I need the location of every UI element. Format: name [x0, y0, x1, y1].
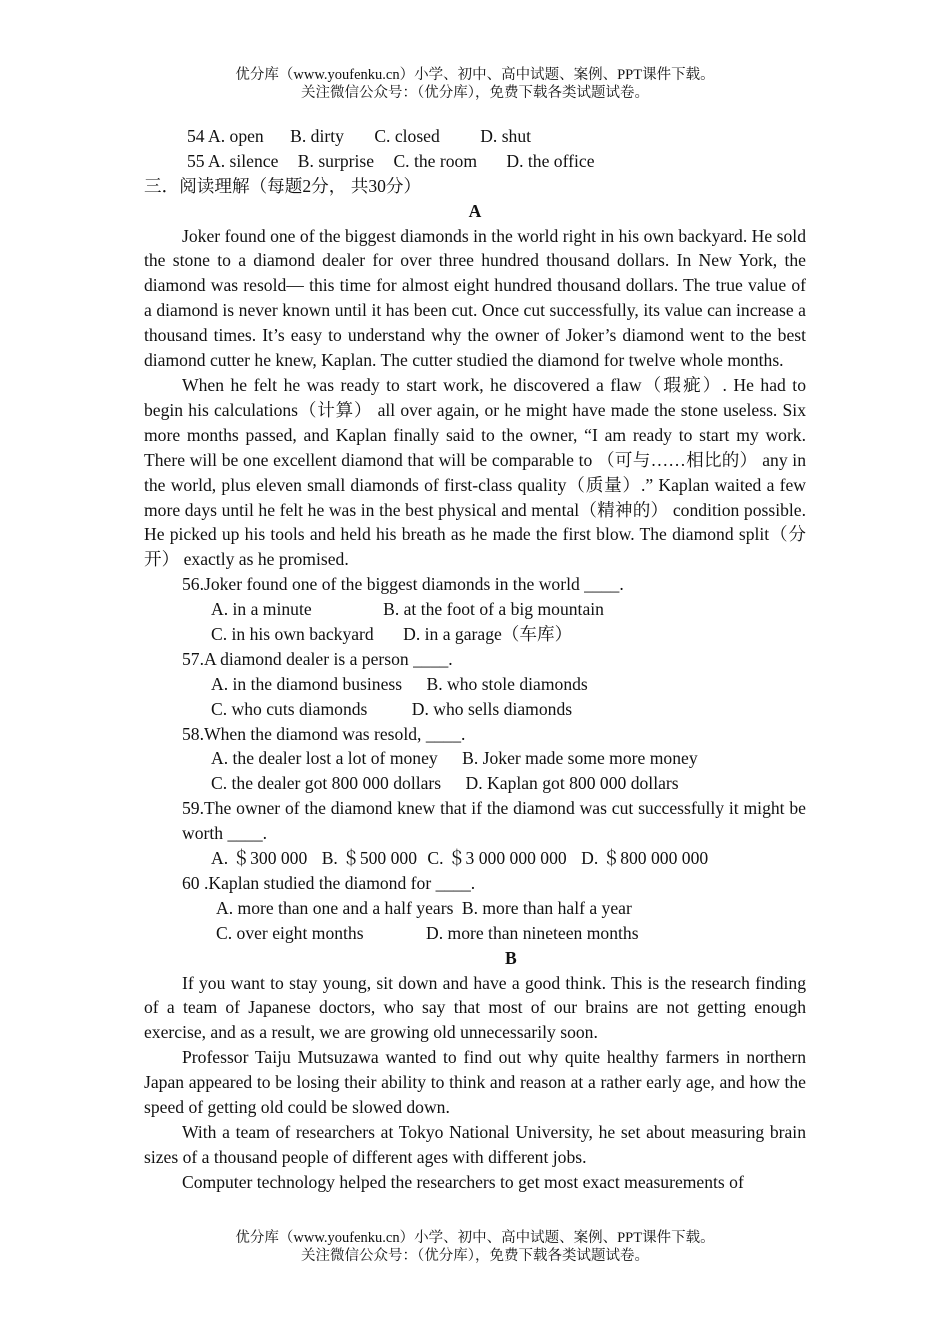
q57-option-a: A. in the diamond business [211, 673, 403, 694]
q59-option-d: D. ＄800 000 000 [581, 848, 709, 869]
q57-option-c: C. who cuts diamonds [211, 698, 368, 719]
q60-option-d: D. more than nineteen months [426, 922, 639, 943]
question-56-stem: 56.Joker found one of the biggest diamonds in the world ____. [182, 574, 624, 595]
question-57-options-row-2 [144, 697, 806, 722]
question-57-options-row-1 [144, 672, 806, 697]
q54-option-d: D. shut [480, 126, 532, 146]
q60-option-c: C. over eight months [216, 922, 364, 943]
q56-option-b: B. at the foot of a big mountain [383, 599, 604, 620]
question-60-options-row-1 [144, 896, 806, 921]
q59-option-b: B. ＄500 000 [321, 848, 417, 869]
question-55-options [144, 149, 806, 174]
question-59-stem: 59.The owner of the diamond knew that if the diamond was cut successfully it might be worth ____. [182, 798, 806, 844]
section-3-title: 三．阅读理解（每题2分， 共30分） [144, 175, 422, 196]
footer-line-1: 优分库（www.youfenku.cn）小学、初中、高中试题、案例、PPT课件下载。 [235, 1230, 715, 1246]
q58-option-d: D. Kaplan got 800 000 dollars [465, 773, 679, 794]
page-content [144, 124, 806, 1195]
q59-option-a: A. ＄300 000 [211, 848, 308, 869]
q58-option-a: A. the dealer lost a lot of money [211, 748, 438, 769]
footer-line-2: 关注微信公众号：（优分库），免费下载各类试题试卷。 [301, 1248, 649, 1264]
page-header [0, 66, 950, 102]
question-60-stem: 60 .Kaplan studied the diamond for ____. [182, 872, 476, 893]
q59-option-c: C. ＄3 000 000 000 [427, 848, 567, 869]
question-59-options-row-1 [144, 846, 806, 871]
header-line-1: 优分库（www.youfenku.cn）小学、初中、高中试题、案例、PPT课件下载。 [235, 67, 715, 83]
q56-option-c: C. in his own backyard [211, 624, 374, 645]
q58-option-b: B. Joker made some more money [462, 748, 698, 769]
q60-option-b: B. more than half a year [461, 897, 632, 918]
q57-option-b: B. who stole diamonds [426, 673, 588, 694]
q54-option-a: A. open [208, 126, 264, 146]
q55-option-a: A. silence [208, 150, 279, 171]
question-56-options-row-2 [144, 622, 806, 647]
question-54-options [144, 124, 806, 149]
header-line-2: 关注微信公众号：（优分库），免费下载各类试题试卷。 [301, 85, 649, 101]
q55-option-b: B. surprise [297, 150, 375, 171]
page-footer [0, 1229, 950, 1265]
question-58-stem: 58.When the diamond was resold, ____. [182, 723, 466, 744]
q54-option-b: B. dirty [290, 126, 344, 146]
q55-option-d: D. the office [506, 150, 595, 171]
q56-option-a: A. in a minute [211, 599, 312, 620]
q55-number: 55 [187, 150, 205, 171]
q60-option-a: A. more than one and a half years [216, 897, 454, 918]
passage-b-paragraph-2: Professor Taiju Mutsuzawa wanted to find out why quite healthy farmers in northern Japan appeared to be losing their ability to think and reason at a rather early age, and how the speed of getting old could be slowed down. [144, 1047, 806, 1118]
question-56-options-row-1 [144, 597, 806, 622]
passage-a-paragraph-2: When he felt he was ready to start work, he discovered a flaw（瑕疵）. He had to begin his calculations（计算） all over again, or he might have made the stone useless. Six more months passed, and Kaplan finally said to the owner, “I am ready to start my work. There will be one excellent diamond that will be comparable to （可与……相比的） any in the world, plus eleven small diamonds of first-class quality（质量）.” Kaplan waited a few more days until he felt he was in the best physical and mental（精神的） condition possible. He picked up his tools and held his breath as he made the first blow. The diamond split（分开） exactly as he promised. [144, 375, 806, 570]
q58-option-c: C. the dealer got 800 000 dollars [211, 773, 442, 794]
q56-option-d: D. in a garage（车库） [403, 624, 573, 645]
passage-b-label: B [505, 947, 517, 968]
question-60-options-row-2 [144, 921, 806, 946]
question-58-options-row-1 [144, 746, 806, 771]
passage-b-paragraph-1: If you want to stay young, sit down and have a good think. This is the research finding of a team of Japanese doctors, who say that most of our brains are not getting enough exercise, and as a result, we are growing old unnecessarily soon. [144, 972, 806, 1043]
q57-option-d: D. who sells diamonds [411, 698, 573, 719]
q55-option-c: C. the room [393, 150, 477, 171]
passage-a-paragraph-1: Joker found one of the biggest diamonds in the world right in his own backyard. He sold the stone to a diamond dealer for over three hundred thousand dollars. In New York, the diamond was resold— this time for almost eight hundred thousand dollars. The true value of a diamond is never known until it has been cut. Once cut successfully, its value can increase a thousand times. It’s easy to understand why the owner of Joker’s diamond went to the best diamond cutter he knew, Kaplan. The cutter studied the diamond for twelve whole months. [144, 225, 806, 371]
question-58-options-row-2 [144, 771, 806, 796]
passage-b-paragraph-3: With a team of researchers at Tokyo National University, he set about measuring brain sizes of a thousand people of different ages with different jobs. [144, 1121, 806, 1167]
passage-b-paragraph-4: Computer technology helped the researchers to get most exact measurements of [182, 1171, 744, 1192]
question-57-stem: 57.A diamond dealer is a person ____. [182, 648, 453, 669]
q54-option-c: C. closed [374, 126, 440, 146]
passage-a-label: A [468, 200, 482, 221]
q54-number: 54 [187, 126, 205, 146]
